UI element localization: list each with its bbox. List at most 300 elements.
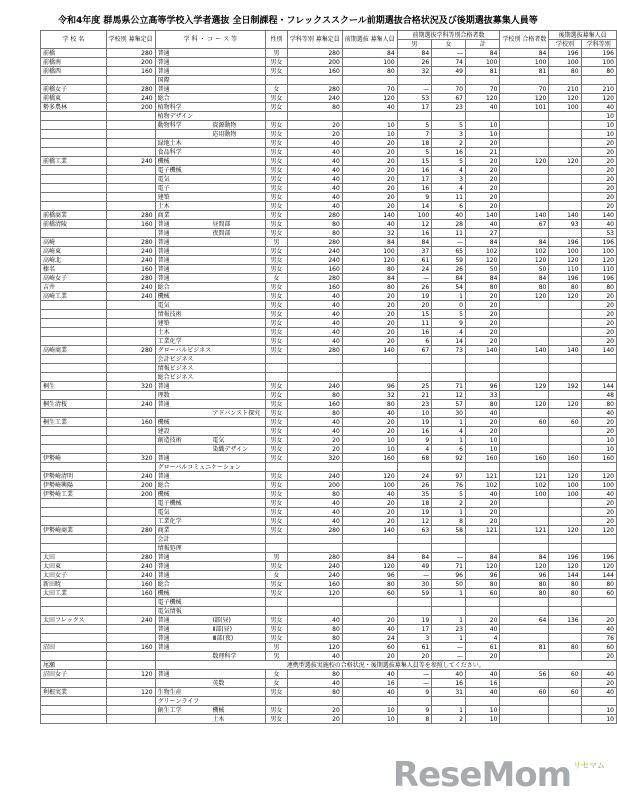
- table-cell: 100: [465, 58, 499, 67]
- table-cell: 20: [581, 427, 616, 436]
- table-cell: [106, 508, 155, 517]
- table-cell: 40: [287, 427, 342, 436]
- table-cell: 男女: [265, 427, 287, 436]
- table-cell: 16: [465, 679, 499, 688]
- table-cell: [500, 544, 549, 553]
- table-cell: [342, 607, 397, 616]
- table-row: [41, 301, 617, 310]
- table-cell: 40: [465, 625, 499, 634]
- table-cell: 200: [106, 103, 155, 112]
- table-cell: [41, 148, 107, 157]
- table-cell: 男女: [265, 436, 287, 445]
- table-cell: [500, 499, 549, 508]
- table-cell: [465, 607, 499, 616]
- table-cell: 24: [397, 472, 431, 481]
- table-cell: [432, 535, 466, 544]
- dept-cell: 電気情報: [155, 607, 265, 616]
- table-cell: [41, 625, 107, 634]
- table-cell: 32: [342, 391, 397, 400]
- table-cell: 96: [465, 571, 499, 580]
- table-cell: 11: [397, 319, 431, 328]
- table-cell: 160: [581, 454, 616, 463]
- table-cell: 40: [465, 103, 499, 112]
- table-cell: 240: [106, 616, 155, 625]
- table-cell: [106, 175, 155, 184]
- table-cell: [106, 355, 155, 364]
- table-cell: [549, 337, 581, 346]
- table-cell: 9: [432, 319, 466, 328]
- table-cell: [500, 310, 549, 319]
- table-row: [41, 661, 617, 670]
- table-cell: 16: [397, 166, 431, 175]
- table-cell: 男: [265, 652, 287, 661]
- table-header: [41, 31, 617, 49]
- table-cell: [549, 427, 581, 436]
- table-cell: 240: [106, 247, 155, 256]
- table-cell: 120: [549, 562, 581, 571]
- dept-cell: 普通 Ⅲ部(夜): [155, 634, 265, 643]
- table-cell: 40: [287, 418, 342, 427]
- table-cell: [432, 598, 466, 607]
- dept-cell: 普通 Ⅱ部(昼): [155, 625, 265, 634]
- table-cell: 120: [500, 292, 549, 301]
- table-cell: 40: [287, 508, 342, 517]
- table-cell: 男女: [265, 517, 287, 526]
- table-cell: [106, 148, 155, 157]
- table-cell: 20: [581, 301, 616, 310]
- table-cell: 84: [465, 553, 499, 562]
- table-row: [41, 76, 617, 85]
- dept-cell: 普通: [155, 400, 265, 409]
- table-cell: 10: [465, 436, 499, 445]
- table-cell: 67: [500, 220, 549, 229]
- table-cell: [549, 517, 581, 526]
- table-cell: 96: [342, 382, 397, 391]
- table-cell: 19: [397, 418, 431, 427]
- table-cell: 20: [465, 193, 499, 202]
- table-cell: 40: [581, 103, 616, 112]
- table-cell: 144: [581, 571, 616, 580]
- table-cell: [581, 607, 616, 616]
- table-row: [41, 130, 617, 139]
- table-cell: 1: [432, 292, 466, 301]
- table-cell: 20: [342, 499, 397, 508]
- table-cell: 20: [465, 337, 499, 346]
- table-cell: 30: [432, 409, 466, 418]
- table-cell: 280: [287, 346, 342, 355]
- table-cell: [41, 652, 107, 661]
- table-cell: 7: [397, 130, 431, 139]
- table-cell: 11: [432, 193, 466, 202]
- table-cell: [432, 697, 466, 706]
- dept-cell: グリーンライフ: [155, 697, 265, 706]
- dept-cell: 普通: [155, 472, 265, 481]
- table-cell: 120: [549, 526, 581, 535]
- dept-cell: 総合: [155, 481, 265, 490]
- table-cell: 80: [549, 580, 581, 589]
- table-cell: [106, 166, 155, 175]
- table-cell: 110: [581, 265, 616, 274]
- table-cell: 71: [432, 382, 466, 391]
- table-cell: 40: [581, 625, 616, 634]
- table-body: [41, 49, 617, 724]
- table-cell: 20: [342, 148, 397, 157]
- table-cell: 4: [397, 445, 431, 454]
- table-cell: [106, 409, 155, 418]
- table-cell: 20: [581, 499, 616, 508]
- table-cell: [432, 607, 466, 616]
- table-cell: 男女: [265, 157, 287, 166]
- table-cell: [265, 598, 287, 607]
- table-cell: 20: [342, 193, 397, 202]
- table-cell: [41, 436, 107, 445]
- table-cell: 男女: [265, 337, 287, 346]
- table-cell: 60: [500, 688, 549, 697]
- table-cell: 男女: [265, 580, 287, 589]
- table-cell: 26: [397, 481, 431, 490]
- table-row: [41, 499, 617, 508]
- table-cell: [500, 328, 549, 337]
- table-cell: 男女: [265, 625, 287, 634]
- table-row: [41, 211, 617, 220]
- table-row: [41, 148, 617, 157]
- table-cell: [465, 598, 499, 607]
- table-cell: 20: [342, 319, 397, 328]
- table-cell: 男女: [265, 688, 287, 697]
- table-cell: 4: [465, 634, 499, 643]
- table-cell: 196: [549, 49, 581, 58]
- table-cell: [106, 517, 155, 526]
- table-cell: 240: [106, 400, 155, 409]
- table-cell: 新田暁: [41, 580, 107, 589]
- table-cell: [106, 652, 155, 661]
- dept-cell: 土木: [155, 328, 265, 337]
- table-cell: 16: [397, 427, 431, 436]
- table-cell: 80: [287, 229, 342, 238]
- table-cell: 20: [581, 418, 616, 427]
- table-cell: 20: [465, 319, 499, 328]
- table-cell: 男: [265, 49, 287, 58]
- table-cell: 121: [465, 526, 499, 535]
- dept-cell: グローバルビジネス: [155, 346, 265, 355]
- table-cell: 160: [287, 265, 342, 274]
- table-cell: [500, 463, 549, 472]
- table-cell: [500, 319, 549, 328]
- table-cell: 129: [500, 382, 549, 391]
- col-header-late-dept: 学科等別: [581, 40, 616, 49]
- table-row: [41, 715, 617, 724]
- table-row: [41, 463, 617, 472]
- table-row: [41, 94, 617, 103]
- table-cell: 20: [342, 139, 397, 148]
- dept-cell: 植物科学: [155, 103, 265, 112]
- table-cell: [41, 427, 107, 436]
- table-cell: 70: [500, 85, 549, 94]
- table-cell: 120: [465, 562, 499, 571]
- table-cell: 84: [500, 274, 549, 283]
- table-cell: 10: [342, 445, 397, 454]
- table-cell: [106, 661, 155, 670]
- table-cell: 50: [465, 265, 499, 274]
- note-cell: 連携型選抜実施校の合格状況・後期選抜募集人員等を参照してください。: [155, 661, 616, 670]
- table-cell: 40: [465, 409, 499, 418]
- table-cell: [41, 598, 107, 607]
- table-cell: [342, 112, 397, 121]
- table-cell: 9: [397, 436, 431, 445]
- table-row: [41, 472, 617, 481]
- table-cell: 40: [342, 220, 397, 229]
- table-cell: 96: [465, 382, 499, 391]
- table-cell: 男女: [265, 130, 287, 139]
- table-cell: 50: [432, 580, 466, 589]
- table-cell: [397, 112, 431, 121]
- table-cell: [500, 148, 549, 157]
- table-cell: 160: [106, 589, 155, 598]
- table-cell: 40: [342, 103, 397, 112]
- table-cell: 80: [500, 283, 549, 292]
- table-cell: 10: [465, 121, 499, 130]
- table-cell: 男女: [265, 166, 287, 175]
- table-cell: [265, 373, 287, 382]
- table-cell: 140: [500, 211, 549, 220]
- table-cell: 100: [581, 481, 616, 490]
- table-cell: 20: [465, 499, 499, 508]
- table-cell: 80: [465, 580, 499, 589]
- table-cell: 60: [549, 688, 581, 697]
- table-cell: [41, 337, 107, 346]
- table-row: [41, 616, 617, 625]
- table-cell: 男女: [265, 409, 287, 418]
- table-cell: [465, 697, 499, 706]
- table-cell: [41, 310, 107, 319]
- resemom-logo: [389, 756, 609, 794]
- table-cell: 3: [397, 634, 431, 643]
- table-cell: [265, 535, 287, 544]
- dept-cell: 工業化学: [155, 337, 265, 346]
- table-cell: 280: [287, 85, 342, 94]
- table-cell: 96: [500, 571, 549, 580]
- table-cell: [549, 499, 581, 508]
- table-cell: [265, 697, 287, 706]
- table-cell: 210: [549, 85, 581, 94]
- table-cell: 196: [581, 238, 616, 247]
- table-cell: 20: [342, 517, 397, 526]
- table-cell: [41, 508, 107, 517]
- table-cell: 160: [106, 67, 155, 76]
- dept-cell: アドバンスト探究: [155, 409, 265, 418]
- table-cell: 20: [465, 139, 499, 148]
- table-cell: 9: [397, 193, 431, 202]
- table-cell: [581, 544, 616, 553]
- table-cell: 高崎: [41, 238, 107, 247]
- table-row: [41, 409, 617, 418]
- table-cell: 1: [432, 418, 466, 427]
- table-cell: 40: [581, 220, 616, 229]
- table-cell: [581, 535, 616, 544]
- table-cell: 280: [287, 553, 342, 562]
- table-cell: [500, 166, 549, 175]
- table-cell: 男女: [265, 445, 287, 454]
- table-cell: [106, 310, 155, 319]
- table-cell: 男女: [265, 94, 287, 103]
- table-cell: 男: [265, 553, 287, 562]
- dept-cell: 普通 夜間部: [155, 229, 265, 238]
- table-cell: 18: [397, 139, 431, 148]
- resemom-logo-text: ReseMom: [392, 755, 572, 795]
- table-cell: [106, 328, 155, 337]
- table-cell: [106, 364, 155, 373]
- table-cell: 17: [397, 175, 431, 184]
- table-cell: [41, 535, 107, 544]
- dept-cell: 電子機械: [155, 499, 265, 508]
- table-cell: 120: [549, 157, 581, 166]
- table-cell: 84: [432, 274, 466, 283]
- table-cell: —: [397, 670, 431, 679]
- dept-cell: 商業: [155, 526, 265, 535]
- table-cell: 20: [465, 328, 499, 337]
- table-cell: 200: [106, 481, 155, 490]
- table-cell: 20: [342, 202, 397, 211]
- table-row: [41, 283, 617, 292]
- table-cell: [41, 544, 107, 553]
- table-cell: 18: [397, 499, 431, 508]
- table-cell: [41, 229, 107, 238]
- table-cell: 20: [581, 139, 616, 148]
- table-row: [41, 337, 617, 346]
- table-cell: [41, 112, 107, 121]
- table-cell: [549, 229, 581, 238]
- table-cell: 110: [549, 265, 581, 274]
- table-cell: 240: [106, 562, 155, 571]
- table-cell: 84: [397, 49, 431, 58]
- table-cell: [41, 391, 107, 400]
- table-cell: 男女: [265, 472, 287, 481]
- table-cell: [500, 337, 549, 346]
- table-cell: 70: [432, 85, 466, 94]
- table-cell: 97: [432, 472, 466, 481]
- table-cell: 前橋商業: [41, 211, 107, 220]
- table-cell: 57: [432, 400, 466, 409]
- table-cell: 76: [432, 481, 466, 490]
- table-cell: 48: [581, 391, 616, 400]
- table-row: [41, 697, 617, 706]
- table-cell: 男女: [265, 256, 287, 265]
- table-cell: 81: [500, 643, 549, 652]
- table-cell: 28: [432, 220, 466, 229]
- table-row: [41, 274, 617, 283]
- table-cell: 100: [549, 103, 581, 112]
- table-cell: 20: [581, 319, 616, 328]
- table-cell: [500, 121, 549, 130]
- table-cell: 80: [287, 688, 342, 697]
- table-cell: 80: [465, 283, 499, 292]
- table-cell: 80: [581, 283, 616, 292]
- table-cell: 20: [465, 508, 499, 517]
- table-cell: 2: [432, 139, 466, 148]
- table-cell: 20: [465, 157, 499, 166]
- table-cell: 前橋清陵: [41, 220, 107, 229]
- table-cell: [500, 715, 549, 724]
- table-cell: 80: [287, 220, 342, 229]
- table-cell: 男女: [265, 391, 287, 400]
- table-cell: 320: [106, 454, 155, 463]
- table-cell: 20: [581, 292, 616, 301]
- table-cell: 240: [106, 571, 155, 580]
- table-cell: 20: [342, 418, 397, 427]
- table-cell: 1: [432, 589, 466, 598]
- table-cell: [549, 598, 581, 607]
- table-cell: [581, 598, 616, 607]
- col-header-dept: 学 科 ・ コ ー ス 等: [155, 31, 265, 49]
- table-cell: 120: [465, 94, 499, 103]
- table-cell: 80: [342, 400, 397, 409]
- table-cell: [500, 229, 549, 238]
- table-cell: 10: [581, 112, 616, 121]
- table-cell: 100: [397, 211, 431, 220]
- table-cell: 40: [465, 670, 499, 679]
- table-cell: 20: [287, 121, 342, 130]
- table-row: [41, 85, 617, 94]
- table-cell: [41, 499, 107, 508]
- dept-cell: 建築: [155, 193, 265, 202]
- table-cell: 120: [465, 256, 499, 265]
- dept-cell: 会計: [155, 535, 265, 544]
- table-cell: [549, 355, 581, 364]
- table-cell: 100: [549, 247, 581, 256]
- col-header-male: 男: [397, 40, 431, 49]
- table-cell: 男女: [265, 715, 287, 724]
- table-cell: 女: [265, 571, 287, 580]
- table-cell: 80: [287, 103, 342, 112]
- table-cell: 280: [106, 238, 155, 247]
- table-row: [41, 481, 617, 490]
- table-cell: 27: [465, 229, 499, 238]
- table-cell: 96: [342, 571, 397, 580]
- table-cell: 320: [287, 454, 342, 463]
- table-cell: 140: [342, 526, 397, 535]
- table-row: [41, 328, 617, 337]
- table-cell: 20: [465, 616, 499, 625]
- table-cell: 120: [342, 472, 397, 481]
- dept-cell: 普通: [155, 274, 265, 283]
- table-cell: 10: [465, 706, 499, 715]
- table-cell: [41, 373, 107, 382]
- table-cell: 80: [549, 643, 581, 652]
- table-cell: —: [397, 679, 431, 688]
- table-cell: [287, 697, 342, 706]
- table-cell: 伊勢崎興陽: [41, 481, 107, 490]
- table-cell: [41, 130, 107, 139]
- table-cell: 20: [342, 328, 397, 337]
- table-row: [41, 103, 617, 112]
- dept-cell: グローバルコミュニケーション: [155, 463, 265, 472]
- table-cell: 54: [432, 283, 466, 292]
- table-cell: 61: [465, 643, 499, 652]
- table-cell: 伊勢崎工業: [41, 490, 107, 499]
- table-row: [41, 121, 617, 130]
- dept-cell: 建築: [155, 319, 265, 328]
- table-row: [41, 526, 617, 535]
- table-cell: [106, 202, 155, 211]
- table-cell: 280: [106, 274, 155, 283]
- table-cell: [106, 697, 155, 706]
- table-cell: 80: [287, 625, 342, 634]
- table-cell: 40: [342, 688, 397, 697]
- table-cell: 男女: [265, 265, 287, 274]
- table-cell: 6: [432, 202, 466, 211]
- table-cell: [549, 409, 581, 418]
- dept-cell: 創造技術 電気: [155, 436, 265, 445]
